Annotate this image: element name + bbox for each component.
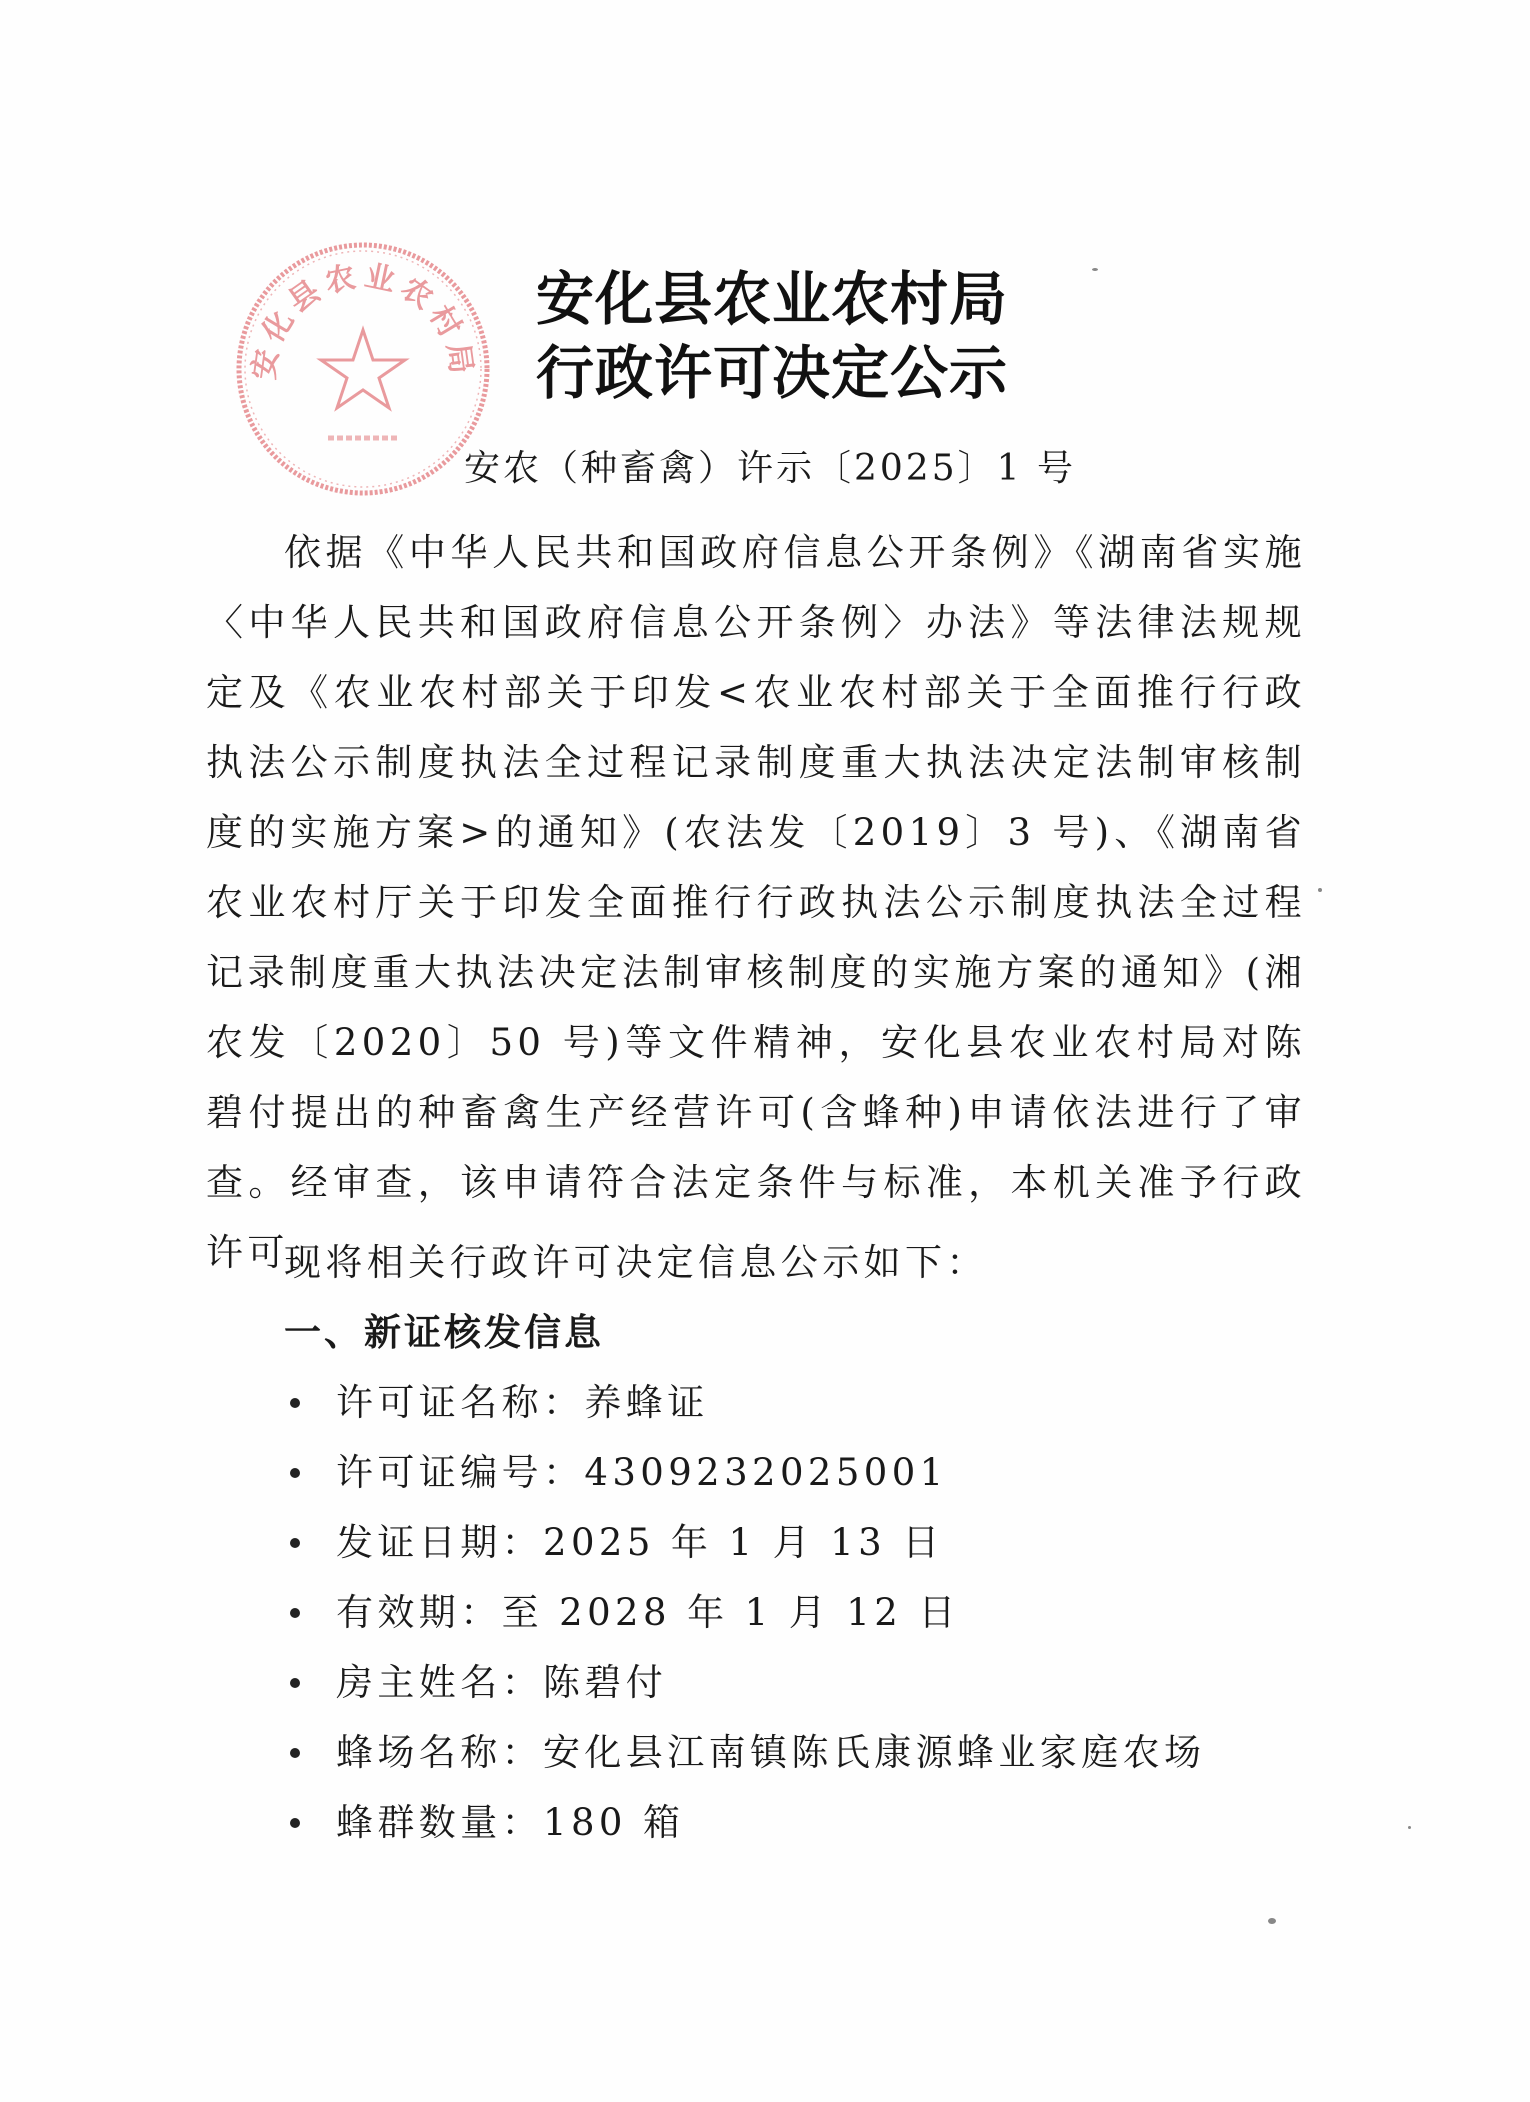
info-item-issue-date [290, 1508, 1205, 1578]
info-item-owner-name [290, 1648, 1205, 1718]
bullet-icon [290, 1468, 300, 1478]
title-line-2: 行政许可决定公示 [536, 339, 1009, 407]
intro-line: 现将相关行政许可决定信息公示如下： [284, 1241, 988, 1284]
seal-text: 安化县农业农村局 [246, 258, 480, 382]
scan-speck [1268, 1918, 1276, 1924]
scan-speck [1092, 268, 1098, 271]
svg-text:安化县农业农村局 [247, 259, 480, 382]
info-item-license-number [290, 1438, 1205, 1508]
bullet-icon [290, 1608, 300, 1618]
info-text: 蜂群数量：180 箱 [336, 1801, 685, 1844]
scan-speck [1408, 1826, 1411, 1829]
info-text: 有效期：至 2028 年 1 月 12 日 [336, 1591, 960, 1634]
bullet-icon [290, 1678, 300, 1688]
info-item-apiary-name [290, 1718, 1205, 1788]
info-list [290, 1368, 1205, 1858]
official-seal [232, 238, 494, 500]
info-text: 房主姓名：陈碧付 [336, 1661, 668, 1704]
info-text: 许可证编号：4309232025001 [336, 1451, 948, 1494]
info-item-validity [290, 1578, 1205, 1648]
info-text: 发证日期：2025 年 1 月 13 日 [336, 1521, 944, 1564]
title-line-1: 安化县农业农村局 [536, 265, 1009, 333]
document-number: 安农（种畜禽）许示〔2025〕1 号 [464, 448, 1076, 489]
section-heading: 一、新证核发信息 [284, 1311, 604, 1354]
scan-speck [1318, 888, 1322, 892]
info-text: 许可证名称：养蜂证 [336, 1381, 709, 1424]
body-paragraph: 依据《中华人民共和国政府信息公开条例》《湖南省实施〈中华人民共和国政府信息公开条例〉办法》等法律法规规定及《农业农村部关于印发<农业农村部关于全面推行行政执法公示制度执法全过程记录制度重大执法决定法制审核制度的实施方案>的通知》(农法发〔2019〕3 号)、《湖南省农业农村厅关于印发全面推行行政执法公示制度执法全过程记录制度重大执法决定法制审核制度的实施方案的通知》(湘农发〔2020〕50 号)等文件精神，安化县农业农村局对陈碧付提出的种畜禽生产经营许可(含蜂种)申请依法进行了审查。经审查，该申请符合法定条件与标准，本机关准予行政许可。 [206, 531, 1306, 1274]
bullet-icon [290, 1538, 300, 1548]
bullet-icon [290, 1398, 300, 1408]
title-block [536, 262, 1056, 410]
info-item-colony-count [290, 1788, 1205, 1858]
bullet-icon [290, 1818, 300, 1828]
bullet-icon [290, 1748, 300, 1758]
info-item-license-name [290, 1368, 1205, 1438]
info-text: 蜂场名称：安化县江南镇陈氏康源蜂业家庭农场 [336, 1731, 1206, 1774]
